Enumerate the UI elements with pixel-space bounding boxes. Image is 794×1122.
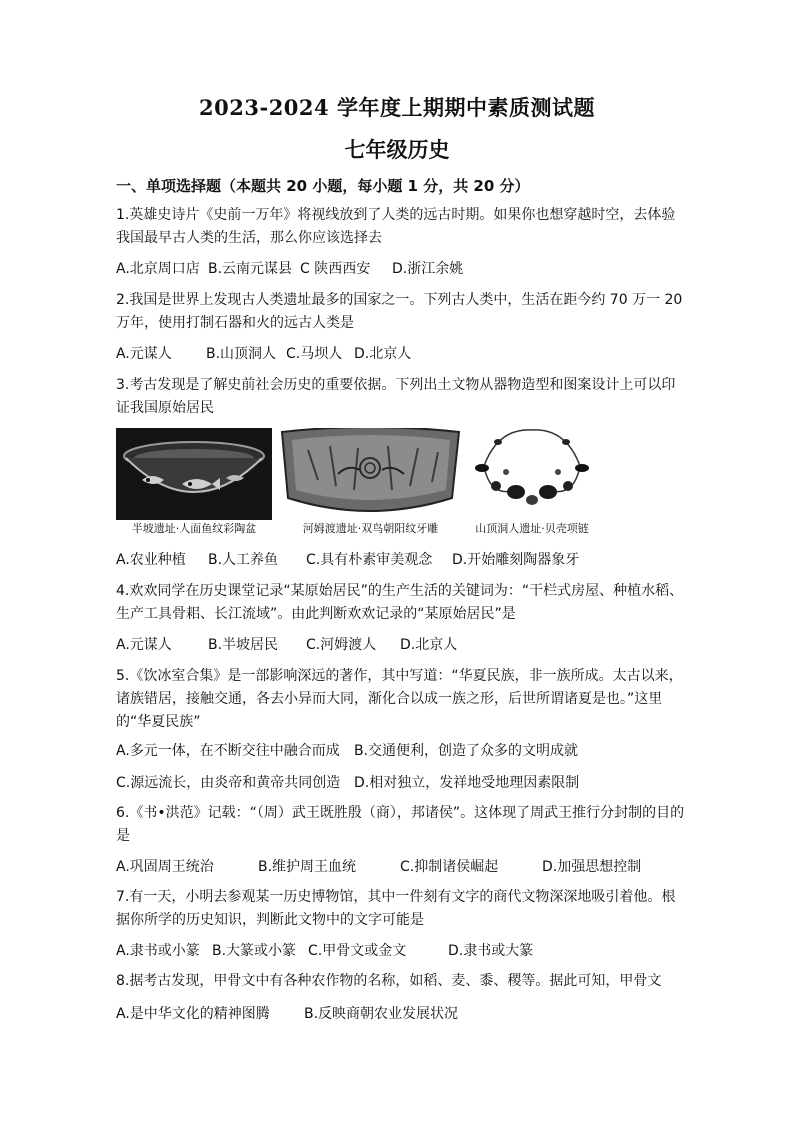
section-heading: 一、单项选择题（本题共 20 小题，每小题 1 分，共 20 分） [116, 177, 530, 195]
question-2-stem: 2.我国是世界上发现古人类遗址最多的国家之一。下列古人类中，生活在距今约 70 万一 20 万年，使用打制石器和火的远古人类是 [116, 292, 683, 331]
question-4-options [116, 634, 457, 654]
q6-option-d: D.加强思想控制 [542, 859, 642, 875]
q5-option-c: C.源远流长，由炎帝和黄帝共同创造 [116, 775, 341, 791]
q5-option-b: B.交通便利，创造了众多的文明成就 [354, 743, 579, 759]
q4-option-d: D.北京人 [400, 637, 458, 653]
q3-option-b: B.人工养鱼 [208, 552, 279, 568]
q7-option-d: D.隶书或大篆 [448, 943, 534, 959]
figure-3-caption: 山顶洞人遗址·贝壳项链 [475, 522, 589, 535]
question-6-stem: 6.《书•洪范》记载：“（周）武王既胜殷（商），邦诸侯”。这体现了周武王推行分封制的目的是 [116, 805, 685, 844]
q3-option-c: C.具有朴素审美观念 [306, 552, 433, 568]
question-3-stem: 3.考古发现是了解史前社会历史的重要依据。下列出土文物从器物造型和图案设计上可以印证我国原始居民 [116, 377, 676, 416]
q7-option-a: A.隶书或小篆 [116, 943, 200, 959]
question-5-stem: 5.《饮冰室合集》是一部影响深远的著作，其中写道：“华夏民族，非一族所成。太古以来，诸族错居，接触交通，各去小异而大同，渐化合以成一族之形，后世所谓诸夏是也。”这里的“华夏民族” [116, 668, 683, 730]
q1-option-d: D.浙江余姚 [392, 261, 464, 277]
q3-option-d: D.开始雕刻陶器象牙 [452, 552, 580, 568]
q4-option-a: A.元谋人 [116, 637, 172, 653]
q5-option-a: A.多元一体，在不断交往中融合而成 [116, 743, 340, 759]
question-8-options [116, 1003, 458, 1023]
q1-option-c: C 陕西西安 [300, 261, 371, 277]
figure-2-caption: 河姆渡遗址·双鸟朝阳纹牙雕 [302, 522, 439, 535]
q2-option-a: A.元谋人 [116, 346, 172, 362]
question-5-options-row1 [116, 740, 578, 760]
q4-option-c: C.河姆渡人 [306, 637, 377, 653]
q1-option-a: A.北京周口店 [116, 261, 200, 277]
q6-option-b: B.维护周王血统 [258, 859, 357, 875]
ivory-carving-icon [278, 428, 463, 520]
question-1-stem: 1.英雄史诗片《史前一万年》将视线放到了人类的远古时期。如果你也想穿越时空，去体验我国最早古人类的生活，那么你应该选择去 [116, 207, 676, 246]
question-7-options [116, 940, 533, 960]
question-3-options [116, 549, 579, 569]
q6-option-a: A.巩固周王统治 [116, 859, 214, 875]
question-7-stem: 7.有一天，小明去参观某一历史博物馆，其中一件刻有文字的商代文物深深地吸引着他。根据你所学的历史知识，判断此文物中的文字可能是 [116, 889, 676, 928]
q6-option-c: C.抑制诸侯崛起 [400, 859, 499, 875]
question-6-options [116, 856, 641, 876]
shell-necklace-icon [468, 428, 596, 520]
question-4-stem: 4.欢欢同学在历史课堂记录“某原始居民”的生产生活的关键词为：“干栏式房屋、种植水稻、生产工具骨耜、长江流域”。由此判断欢欢记录的“某原始居民”是 [116, 583, 684, 622]
q2-option-b: B.山顶洞人 [206, 346, 277, 362]
q7-option-b: B.大篆或小篆 [212, 943, 297, 959]
exam-subtitle: 七年级历史 [344, 137, 450, 162]
exam-title: 2023-2024 学年度上期期中素质测试题 [199, 95, 595, 120]
q2-option-d: D.北京人 [354, 346, 412, 362]
question-2-options [116, 343, 411, 363]
artifact-figures [116, 428, 596, 538]
q7-option-c: C.甲骨文或金文 [308, 943, 407, 959]
figure-pottery-basin [116, 428, 272, 524]
painted-pottery-basin-icon [116, 428, 272, 520]
question-5-options-row2 [116, 772, 579, 792]
q4-option-b: B.半坡居民 [208, 637, 279, 653]
q8-option-b: B.反映商朝农业发展状况 [304, 1006, 459, 1022]
q3-option-a: A.农业种植 [116, 552, 186, 568]
figure-shell-necklace [468, 428, 596, 524]
q8-option-a: A.是中华文化的精神图腾 [116, 1006, 270, 1022]
figure-ivory-carving [278, 428, 463, 524]
q2-option-c: C.马坝人 [286, 346, 343, 362]
question-1-options [116, 258, 463, 278]
question-8-stem: 8.据考古发现，甲骨文中有各种农作物的名称，如稻、麦、黍、稷等。据此可知，甲骨文 [116, 973, 662, 989]
q5-option-d: D.相对独立，发祥地受地理因素限制 [354, 775, 580, 791]
q1-option-b: B.云南元谋县 [208, 261, 293, 277]
figure-1-caption: 半坡遗址·人面鱼纹彩陶盆 [131, 522, 257, 535]
